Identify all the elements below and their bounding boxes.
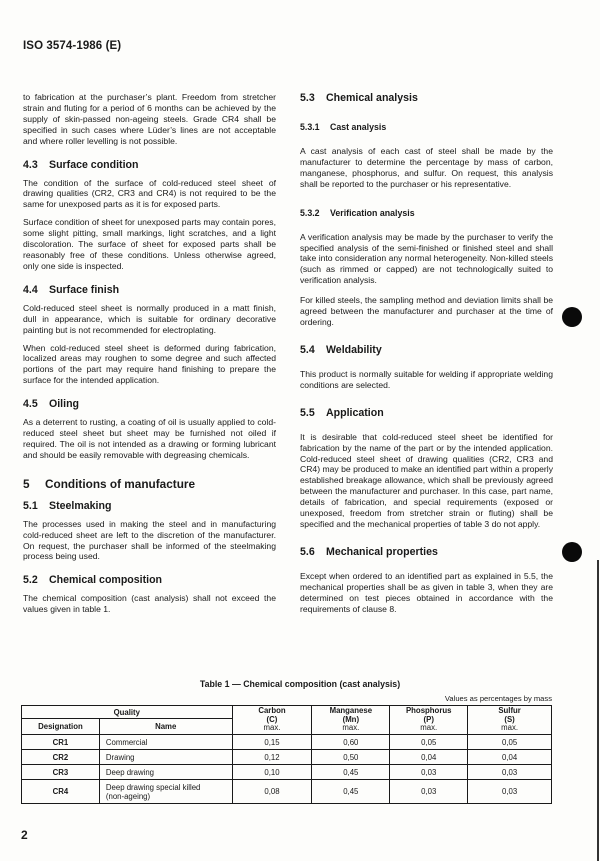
carbon-cell: 0,15 [232,735,312,750]
section-5-5-heading: 5.5 Application [300,406,384,419]
paragraph: The processes used in making the steel and in manufacturing cold-reduced sheet are left to the discretion of the manufacturer. On request, the purchaser shall be informed of the steelmaking process being used. [23,518,276,562]
carbon-cell: 0,12 [232,750,312,765]
paragraph: A cast analysis of each cast of steel shall be made by the manufacturer to determine the percentage by mass of carbon, manganese, phosphorus, and sulfur. On request, this analysis shall be reported to the purchaser or his representative. [300,146,553,189]
paragraph: The chemical composition (cast analysis) shall not exceed the values given in table 1. [23,593,276,615]
section-4-3-heading: 4.3 Surface condition [23,158,139,171]
left-column [23,92,276,615]
table-row [22,750,552,765]
table-row [22,780,552,804]
phosphorus-cell: 0,04 [390,750,468,765]
manganese-header: Manganese (Mn) max. [312,706,390,735]
section-5-4-heading: 5.4 Weldability [300,343,382,356]
name-cell: Deep drawing [99,765,232,780]
paragraph: A verification analysis may be made by the purchaser to verify the specified analysis of the semi-finished or finished steel and shall take into consideration any normal heterogeneity. Non-killed steels (such as rimmed or capped) are not technologically suited to verification analysis. [300,231,553,286]
table-title: Table 1 — Chemical composition (cast analysis) [199,679,401,689]
table-units-note: Values as percentages by mass [444,694,552,703]
paragraph: The condition of the surface of cold-reduced steel sheet of drawing qualities (CR2, CR3 and CR4) is not required to be the same for unexposed parts as it is for exposed parts. [23,177,276,210]
paragraph: When cold-reduced steel sheet is deformed during fabrication, localized areas may roughen to some degree and such affected portions of the part may require hand finishing to prepare the surface for the intended application. [23,342,276,386]
chemical-composition-table [21,705,552,804]
phosphorus-header: Phosphorus (P) max. [390,706,468,735]
carbon-header: Carbon (C) max. [232,706,312,735]
paragraph: This product is normally suitable for welding if appropriate welding conditions are selected. [300,368,553,390]
paragraph: For killed steels, the sampling method and deviation limits shall be agreed between the manufacturer and purchaser at the time of ordering. [300,295,553,327]
sulfur-cell: 0,04 [468,750,552,765]
name-cell: Drawing [99,750,232,765]
designation-cell: CR4 [22,780,100,804]
table-row [22,735,552,750]
quality-header: Quality [22,706,233,719]
page-number: 2 [21,828,28,842]
section-5-heading: 5 Conditions of manufacture [23,476,196,491]
carbon-cell: 0,08 [232,780,312,804]
manganese-cell: 0,50 [312,750,390,765]
name-header: Name [99,719,232,735]
section-4-5-heading: 4.5 Oiling [23,398,80,411]
sulfur-cell: 0,03 [468,780,552,804]
name-cell: Commercial [99,735,232,750]
name-cell: Deep drawing special killed (non-ageing) [99,780,232,804]
manganese-cell: 0,45 [312,780,390,804]
table-header-row [22,706,552,719]
manganese-cell: 0,45 [312,765,390,780]
sulfur-cell: 0,05 [468,735,552,750]
section-5-1-heading: 5.1 Steelmaking [23,499,112,512]
phosphorus-cell: 0,05 [390,735,468,750]
table-row [22,765,552,780]
page-edge-line [597,560,599,861]
carbon-cell: 0,10 [232,765,312,780]
section-5-3-1-heading: 5.3.1 Cast analysis [300,122,387,132]
right-column [300,92,553,614]
section-5-2-heading: 5.2 Chemical composition [23,574,163,587]
manganese-cell: 0,60 [312,735,390,750]
designation-cell: CR1 [22,735,100,750]
document-id: ISO 3574-1986 (E) [23,40,122,52]
section-4-4-heading: 4.4 Surface finish [23,283,120,296]
section-5-3-heading: 5.3 Chemical analysis [300,92,418,104]
paragraph: Except when ordered to an identified part as explained in 5.5, the mechanical properties shall be as given in table 3, when they are determined on test pieces obtained in accordance with the requirements of clause 8. [300,570,553,614]
phosphorus-cell: 0,03 [390,765,468,780]
designation-cell: CR3 [22,765,100,780]
revision-mark-dot [562,542,582,562]
phosphorus-cell: 0,03 [390,780,468,804]
paragraph: Cold-reduced steel sheet is normally produced in a matt finish, dull in appearance, which is suitable for ordinary decorative painting but is not recommended for electroplating. [23,302,276,335]
designation-header: Designation [22,719,100,735]
section-5-3-2-heading: 5.3.2 Verification analysis [300,207,415,218]
section-5-6-heading: 5.6 Mechanical properties [300,545,438,558]
paragraph: It is desirable that cold-reduced steel sheet be identified for fabrication by the name of the part or by the intended application. Cold-reduced steel sheet of drawing qualities (CR2, CR3 and CR4) may be produced to make an identified part within a properly established breakage allowance, which shall be previously agreed between the manufacturer and purchaser. In this case, part name, details of fabrication, and special requirements (exposed or unexposed, freedom from stretcher strain or fluting) shall be specified and the mechanical properties of table 3 do not apply. [300,431,553,529]
sulfur-header: Sulfur (S) max. [468,706,552,735]
paragraph: As a deterrent to rusting, a coating of oil is usually applied to cold-reduced steel sheet but sheet may be furnished not oiled if required. The oil is not intended as a drawing or forming lubricant and should be easily removable with degreasing chemicals. [23,417,276,460]
sulfur-cell: 0,03 [468,765,552,780]
designation-cell: CR2 [22,750,100,765]
paragraph: Surface condition of sheet for unexposed parts may contain pores, some slight pitting, small markings, light scratches, and a light discoloration. The surface of sheet for exposed parts shall be reasonably free of these conditions. Unless otherwise agreed, only one side is inspected. [23,217,276,271]
revision-mark-dot [562,307,582,327]
intro-paragraph: to fabrication at the purchaser’s plant. Freedom from stretcher strain and fluting for a period of 6 months can be achieved by the supply of skin-passed non-ageing steels. Grade CR4 shall be specified in such cases where Lüder’s lines are not acceptable and where roller levelling is not possible. [23,92,276,146]
